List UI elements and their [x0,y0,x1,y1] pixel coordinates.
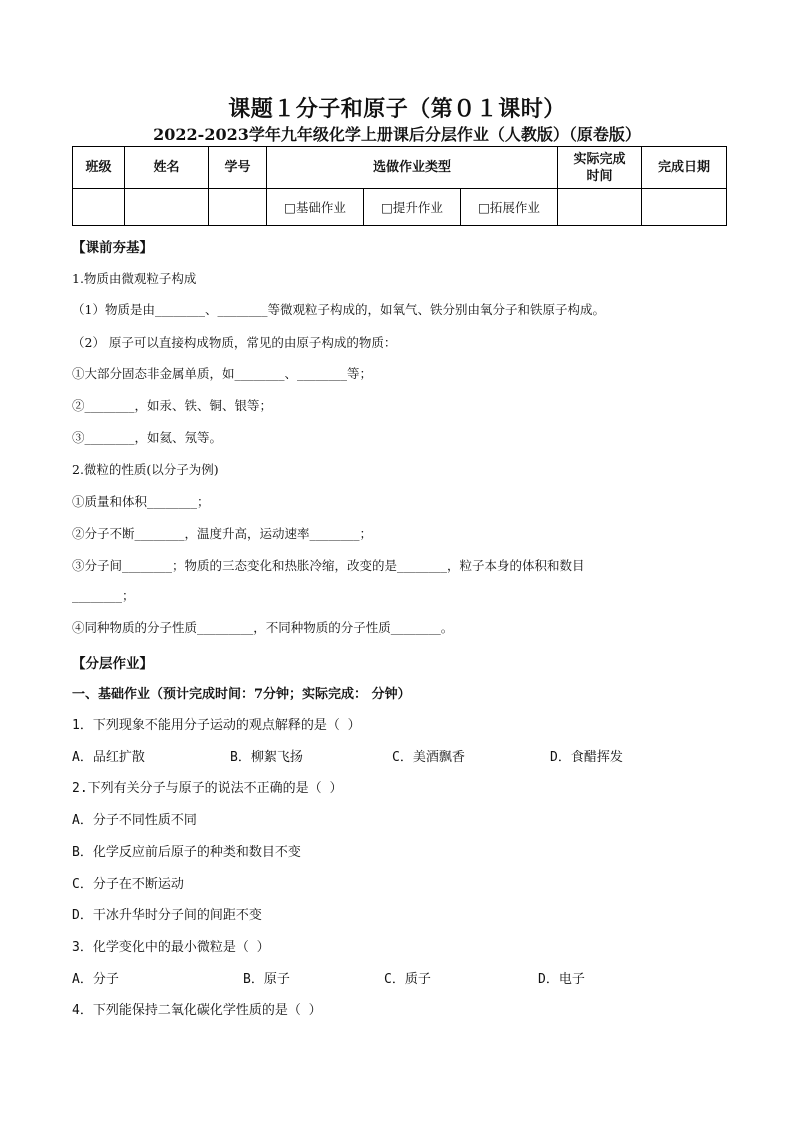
preview-heading: 【课前夯基】 [72,240,153,256]
option-advanced[interactable]: □提升作业 [364,189,461,226]
option-basic[interactable]: □基础作业 [267,189,364,226]
preview-line-1: 1.物质由微观粒子构成 [72,271,197,286]
preview-line-11: ________； [72,588,135,603]
preview-line-4: ①大部分固态非金属单质，如________、________等； [72,366,373,381]
q2-option-c: C．分子在不断运动 [72,877,184,892]
q1-option-c: C．美酒飘香 [392,750,465,765]
q2-option-a: A．分子不同性质不同 [72,813,197,828]
header-student-id: 学号 [209,147,267,189]
q1-option-d: D．食醋挥发 [550,750,623,765]
header-homework-type: 选做作业类型 [267,147,558,189]
student-id-cell[interactable] [209,189,267,226]
option-extended[interactable]: □拓展作业 [461,189,558,226]
q2-option-b: B．化学反应前后原子的种类和数目不变 [72,845,301,860]
preview-line-2: （1）物质是由________、________等微观粒子构成的，如氧气、铁分别由氧分子和铁原子构成。 [72,302,605,317]
header-name: 姓名 [125,147,209,189]
q1-option-b: B．柳絮飞扬 [230,750,303,765]
question-2: 2.下列有关分子与原子的说法不正确的是（ ） [72,781,343,796]
q3-option-b: B．原子 [243,972,290,987]
question-3: 3．化学变化中的最小微粒是（ ） [72,940,270,955]
preview-line-12: ④同种物质的分子性质_________，不同种物质的分子性质________。 [72,620,454,635]
section-basic-title: 一、基础作业（预计完成时间：7分钟；实际完成： 分钟） [72,687,411,702]
table-header-row [73,147,727,189]
homework-heading: 【分层作业】 [72,656,153,672]
actual-time-cell[interactable] [558,189,642,226]
table-input-row [73,189,727,226]
header-actual-time: 实际完成时间 [558,147,642,189]
preview-line-7: 2.微粒的性质(以分子为例) [72,462,219,477]
class-cell[interactable] [73,189,125,226]
header-class: 班级 [73,147,125,189]
header-completion-date: 完成日期 [642,147,727,189]
question-1: 1．下列现象不能用分子运动的观点解释的是（ ） [72,718,361,733]
q3-option-d: D．电子 [538,972,585,987]
completion-date-cell[interactable] [642,189,727,226]
q1-option-a: A．品红扩散 [72,750,145,765]
q3-option-a: A．分子 [72,972,119,987]
preview-line-3: （2） 原子可以直接构成物质，常见的由原子构成的物质： [72,335,397,350]
q3-option-c: C．质子 [384,972,431,987]
student-info-table [72,146,727,226]
preview-line-6: ③________，如氦、氖等。 [72,430,223,445]
preview-line-10: ③分子间________；物质的三态变化和热胀冷缩，改变的是________，粒子本身的体积和数目 [72,558,585,573]
q2-option-d: D．干冰升华时分子间的间距不变 [72,908,262,923]
question-4: 4．下列能保持二氧化碳化学性质的是（ ） [72,1003,322,1018]
preview-line-5: ②________，如汞、铁、铜、银等； [72,398,273,413]
preview-line-9: ②分子不断________，温度升高，运动速率________； [72,526,373,541]
page-title: 课题１分子和原子（第０１课时） [228,96,566,122]
page-subtitle: 2022-2023学年九年级化学上册课后分层作业（人教版）（原卷版） [153,125,641,144]
name-cell[interactable] [125,189,209,226]
preview-line-8: ①质量和体积________； [72,494,210,509]
